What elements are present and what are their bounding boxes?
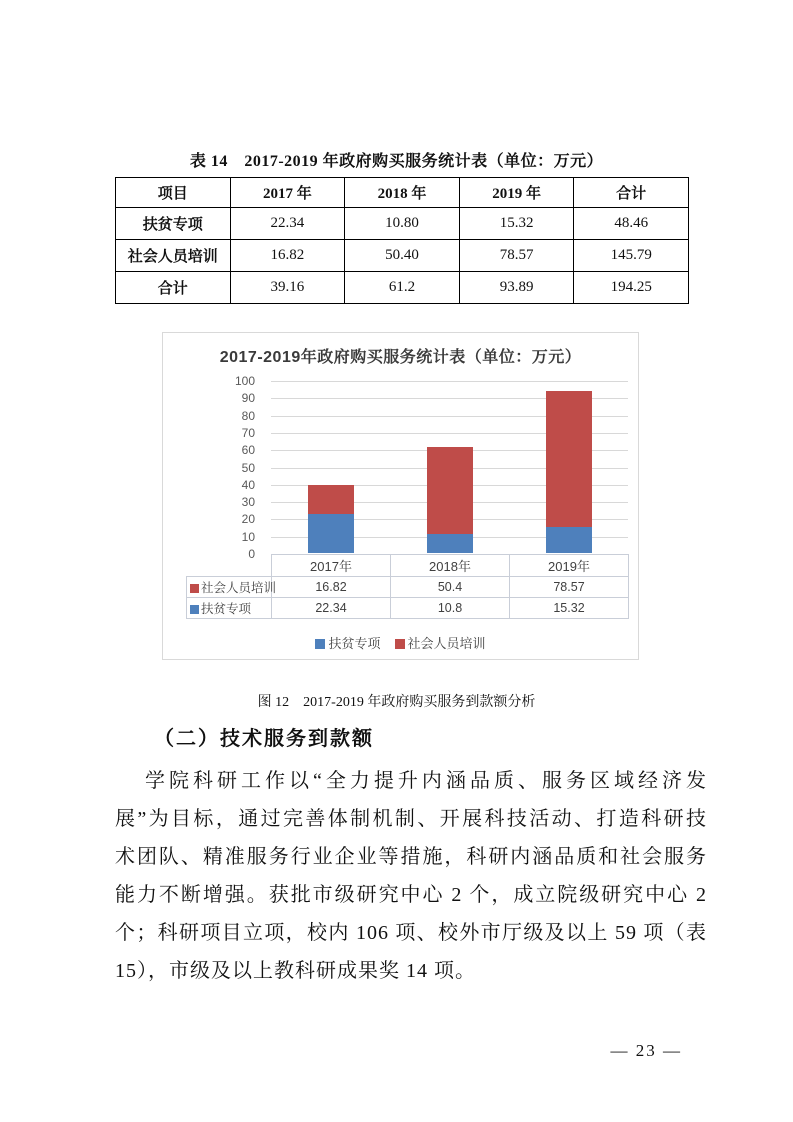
- table14-cell: 145.79: [574, 240, 689, 272]
- series-swatch-icon: [190, 605, 199, 614]
- y-axis: [163, 374, 259, 561]
- bar-segment: [308, 514, 354, 553]
- table-row: [116, 208, 689, 240]
- bar-column-2019年: [509, 381, 628, 554]
- legend-swatch-icon: [395, 639, 405, 649]
- table14-header-cell: 项目: [116, 178, 231, 208]
- paragraph-line: 15），市级及以上教科研成果奖 14 项。: [115, 960, 476, 982]
- y-axis-tick-label: 0: [248, 547, 255, 561]
- y-axis-tick-label: 70: [241, 425, 255, 440]
- table14-header-cell: 合计: [574, 178, 689, 208]
- legend-item: 扶贫专项: [315, 633, 380, 652]
- chart-title: 2017-2019年政府购买服务统计表（单位：万元）: [219, 349, 582, 366]
- chart-table-row-label: 扶贫专项: [187, 598, 272, 619]
- y-axis-tick-label: 50: [241, 460, 255, 475]
- table14-cell: 61.2: [345, 272, 460, 304]
- table14-cell: 10.80: [345, 208, 460, 240]
- table-row: [116, 272, 689, 304]
- y-axis-tick-label: 40: [241, 477, 255, 492]
- chart-table-row-label: 社会人员培训: [187, 577, 272, 598]
- table-row: [116, 240, 689, 272]
- y-axis-tick-label: 100: [234, 374, 255, 388]
- section-heading: （二）技术服务到款额: [154, 728, 374, 750]
- legend-swatch-icon: [315, 639, 325, 649]
- bar-segment: [546, 391, 592, 527]
- y-axis-tick-label: 80: [241, 408, 255, 423]
- chart-table-header-row: [187, 555, 629, 577]
- table14-title: 表 14 2017-2019 年政府购买服务统计表（单位：万元）: [189, 153, 604, 170]
- series-swatch-icon: [190, 584, 199, 593]
- plot-area: [271, 381, 628, 554]
- bar-segment: [427, 447, 473, 534]
- table14-cell: 78.57: [459, 240, 574, 272]
- table14-cell: 50.40: [345, 240, 460, 272]
- table14-cell: 39.16: [230, 272, 345, 304]
- table14-row-label: 社会人员培训: [116, 240, 231, 272]
- stacked-bar: [546, 391, 592, 553]
- y-axis-tick-label: 90: [241, 391, 255, 406]
- y-axis-tick-label: 30: [241, 495, 255, 510]
- table14-cell: 16.82: [230, 240, 345, 272]
- paragraph-line: 能力不断增强。获批市级研究中心 2 个，成立院级研究中心 2: [115, 884, 707, 906]
- table14-row-label: 合计: [116, 272, 231, 304]
- chart-table-value: 78.57: [510, 577, 629, 598]
- table14-cell: 22.34: [230, 208, 345, 240]
- table14-header-cell: 2018 年: [345, 178, 460, 208]
- table14-header-cell: 2017 年: [230, 178, 345, 208]
- table14-header-cell: 2019 年: [459, 178, 574, 208]
- table14-row-label: 扶贫专项: [116, 208, 231, 240]
- page-number: — 23 —: [610, 1041, 682, 1060]
- chart-table-value: 50.4: [391, 577, 510, 598]
- chart-table-category: 2018年: [391, 555, 510, 577]
- bar-segment: [546, 527, 592, 554]
- paragraph-line: 个；科研项目立项，校内 106 项、校外市厅级及以上 59 项（表: [115, 922, 707, 944]
- chart: [162, 332, 639, 660]
- chart-table-value: 10.8: [391, 598, 510, 619]
- table14: [115, 177, 689, 304]
- y-axis-tick-label: 20: [241, 512, 255, 527]
- bar-column-2018年: [390, 381, 509, 554]
- body-paragraph: [115, 762, 707, 990]
- y-axis-tick-label: 60: [241, 443, 255, 458]
- table14-header-row: [116, 178, 689, 208]
- chart-table-value: 16.82: [272, 577, 391, 598]
- chart-table-value: 15.32: [510, 598, 629, 619]
- chart-table-row: [187, 577, 629, 598]
- table14-cell: 194.25: [574, 272, 689, 304]
- paragraph-line: 学院科研工作以“全力提升内涵品质、服务区域经济发: [145, 770, 707, 792]
- bar-column-2017年: [271, 381, 390, 554]
- legend-item: 社会人员培训: [395, 633, 486, 652]
- chart-legend: [163, 633, 638, 652]
- chart-table-value: 22.34: [272, 598, 391, 619]
- figure-caption: 图 12 2017-2019 年政府购买服务到款额分析: [257, 695, 536, 710]
- paragraph-line: 展”为目标，通过完善体制机制、开展科技活动、打造科研技: [115, 808, 707, 830]
- table14-cell: 93.89: [459, 272, 574, 304]
- chart-table-category: 2019年: [510, 555, 629, 577]
- chart-table-row: [187, 598, 629, 619]
- bar-segment: [427, 534, 473, 553]
- stacked-bar: [308, 485, 354, 553]
- bar-segment: [308, 485, 354, 514]
- table14-cell: 15.32: [459, 208, 574, 240]
- chart-data-table: [186, 554, 629, 619]
- stacked-bar: [427, 447, 473, 553]
- chart-table-category: 2017年: [272, 555, 391, 577]
- table14-cell: 48.46: [574, 208, 689, 240]
- y-axis-tick-label: 10: [241, 529, 255, 544]
- chart-table-corner: [187, 555, 272, 577]
- paragraph-line: 术团队、精准服务行业企业等措施，科研内涵品质和社会服务: [115, 846, 707, 868]
